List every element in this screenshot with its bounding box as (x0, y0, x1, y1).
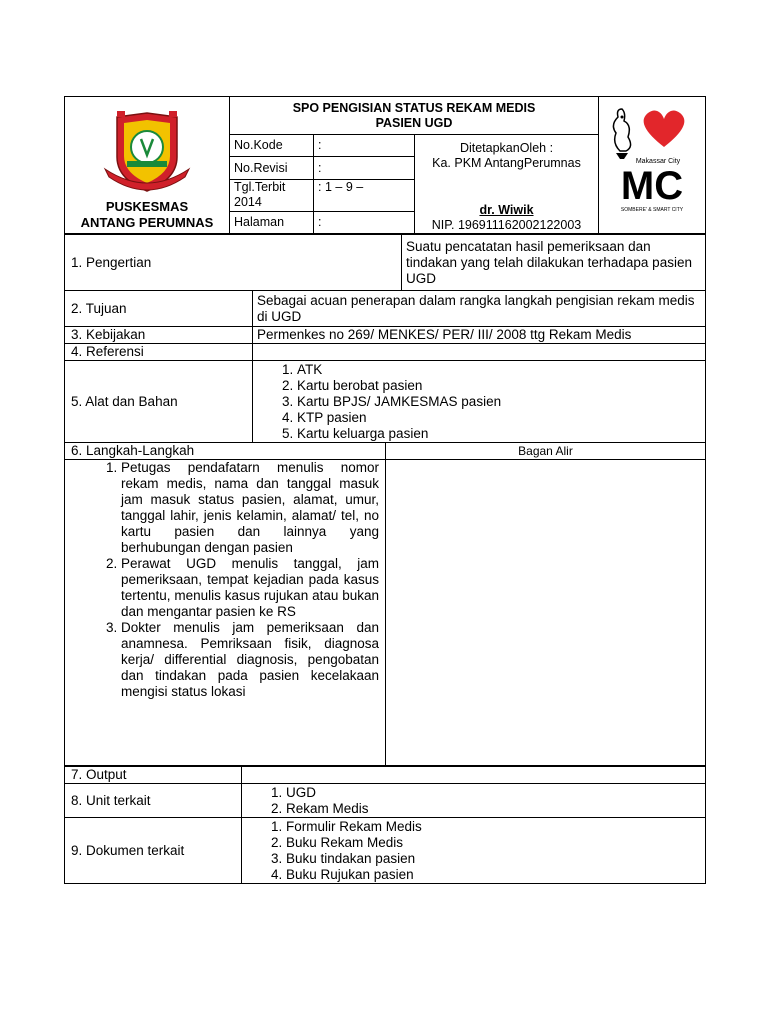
label-alat-bahan: 5. Alat dan Bahan (65, 361, 253, 443)
bagan-alir-area (386, 460, 706, 766)
label-tujuan: 2. Tujuan (65, 291, 253, 327)
label-kebijakan: 3. Kebijakan (65, 327, 253, 344)
field-label-kode: No.Kode (230, 135, 314, 157)
body-table-top (64, 234, 706, 766)
list-item: 1. Petugas pendafatarn menulis nomor rekam medis, nama dan tanggal masuk jam masuk status pasien, alamat, umur, tanggal lahir, jenis kelamin, alamat/ tel, no kartu pasien dan lainnya yang berhubungan dengan pasien (121, 460, 379, 556)
field-label-halaman: Halaman (230, 211, 314, 233)
spo-document (64, 96, 705, 884)
list-item: 2. Perawat UGD menulis tanggal, jam pemeriksaan, tempat kejadian pada kasus tertentu, menulis kasus rujukan atau bukan dan mengantar pasien ke RS (121, 556, 379, 620)
value-referensi (253, 344, 706, 361)
header-table (64, 96, 706, 234)
approver-name: dr. Wiwik (479, 203, 534, 217)
title-line1: SPO PENGISIAN STATUS REKAM MEDIS (292, 100, 536, 115)
list-item: 5. Kartu keluarga pasien (297, 426, 701, 442)
list-item: 4. Buku Rujukan pasien (286, 867, 701, 883)
field-value-halaman (314, 211, 415, 233)
list-item: 2. Kartu berobat pasien (297, 378, 701, 394)
list-item: 2. Rekam Medis (286, 801, 701, 817)
label-bagan-alir: Bagan Alir (386, 443, 706, 460)
approver-nip: NIP. 196911162002122003 (431, 218, 582, 232)
list-item: 4. KTP pasien (297, 410, 701, 426)
approval-line2: Ka. PKM AntangPerumnas (432, 156, 581, 170)
field-value-terbit (314, 179, 415, 211)
field-label-terbit: Tgl.Terbit 2014 (230, 179, 314, 211)
title-line2: PASIEN UGD (375, 115, 453, 130)
dokumen-list (246, 819, 701, 883)
langkah-list (69, 460, 381, 700)
alat-bahan-list (257, 362, 701, 442)
label-output: 7. Output (65, 767, 242, 784)
label-referensi: 4. Referensi (65, 344, 253, 361)
value-alat-bahan (253, 361, 706, 443)
field-value-kode (314, 135, 415, 157)
langkah-steps (65, 460, 386, 766)
org-name-line1: PUSKESMAS (105, 199, 189, 214)
approval-block (415, 135, 599, 234)
makassar-city-logo-icon (606, 103, 698, 223)
approval-line1: DitetapkanOleh : (459, 141, 554, 155)
list-item: 3. Kartu BPJS/ JAMKESMAS pasien (297, 394, 701, 410)
value-dokumen-terkait (242, 818, 706, 884)
puskesmas-logo-cell (65, 97, 230, 234)
field-sep: : (318, 160, 322, 175)
puskesmas-logo-icon (97, 111, 197, 195)
field-sep: : (318, 138, 322, 153)
field-label-revisi: No.Revisi (230, 157, 314, 179)
makassar-city-text: Makassar City (635, 158, 681, 165)
label-pengertian: 1. Pengertian (65, 235, 402, 291)
makassar-city-logo-cell (599, 97, 706, 234)
field-sep: : (318, 179, 322, 194)
value-pengertian: Suatu pencatatan hasil pemeriksaan dan tindakan yang telah dilakukan terhadapa pasien UGD (402, 235, 706, 291)
value-kebijakan: Permenkes no 269/ MENKES/ PER/ III/ 2008 ttg Rekam Medis (253, 327, 706, 344)
list-item: 1. Formulir Rekam Medis (286, 819, 701, 835)
list-item: 1. UGD (286, 785, 701, 801)
field-value-revisi (314, 157, 415, 179)
value-unit-terkait (242, 784, 706, 818)
label-unit-terkait: 8. Unit terkait (65, 784, 242, 818)
list-item: 3. Buku tindakan pasien (286, 851, 701, 867)
field-sep: : (318, 214, 322, 229)
mc-tagline: SOMBERE' & SMART CITY (620, 207, 684, 213)
label-langkah: 6. Langkah-Langkah (65, 443, 386, 460)
mc-letters: MC (620, 164, 684, 208)
field-value: 1 – 9 – (324, 179, 364, 194)
value-output (242, 767, 706, 784)
value-tujuan: Sebagai acuan penerapan dalam rangka langkah pengisian rekam medis di UGD (253, 291, 706, 327)
list-item: 3. Dokter menulis jam pemeriksaan dan anamnesa. Pemriksaan fisik, diagnosa kerja/ differential diagnosis, pengobatan dan tindakan pada pasien kecelakaan mengisi status lokasi (121, 620, 379, 700)
list-item: 2. Buku Rekam Medis (286, 835, 701, 851)
org-name-line2: ANTANG PERUMNAS (80, 215, 214, 230)
document-title (230, 97, 599, 135)
label-dokumen-terkait: 9. Dokumen terkait (65, 818, 242, 884)
body-table-bottom (64, 766, 706, 884)
unit-list (246, 785, 701, 817)
list-item: 1. ATK (297, 362, 701, 378)
